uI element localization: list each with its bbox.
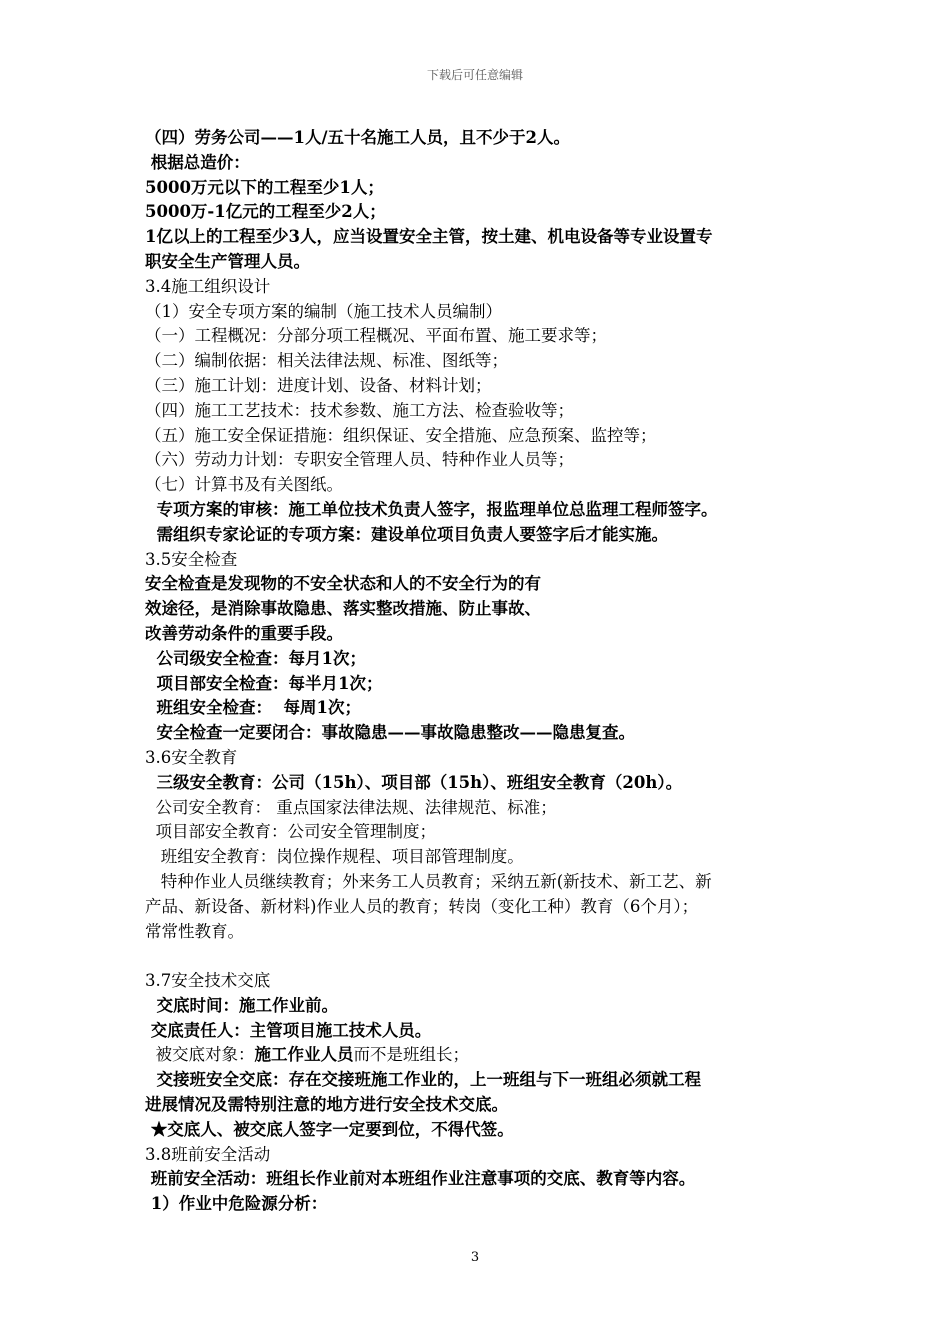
text-line: 交底时间：施工作业前。 [145,995,338,1015]
text-line: （三）施工计划：进度计划、设备、材料计划； [145,375,492,395]
text-line: （七）计算书及有关图纸。 [145,475,343,495]
text-line: 班组安全教育：岗位操作规程、项目部管理制度。 [145,847,524,867]
text-line: ★交底人、被交底人签字一定要到位，不得代签。 [145,1119,514,1139]
section-heading: 3.4施工组织设计 [145,276,271,296]
text-line: 职安全生产管理人员。 [145,251,310,271]
text-line: 产品、新设备、新材料)作业人员的教育；转岗（变化工种）教育（6个月）； [145,896,699,916]
text-line: 根据总造价： [145,152,250,172]
blank-line [145,944,815,969]
text-line: 项目部安全检查：每半月1次； [145,673,383,693]
page-header: 下载后可任意编辑 [426,68,523,82]
text-line [145,1043,815,1068]
text-line: 1）作业中危险源分析： [145,1194,328,1214]
text-line: 进展情况及需特别注意的地方进行安全技术交底。 [145,1095,508,1115]
text-line: （四）劳务公司——1人/五十名施工人员，且不少于2人。 [145,128,570,147]
section-heading: 3.7安全技术交底 [145,971,271,991]
text-line: （一）工程概况：分部分项工程概况、平面布置、施工要求等； [145,326,607,346]
text-line: 5000万-1亿元的工程至少2人； [145,202,386,222]
text-line: 公司级安全检查：每月1次； [145,648,366,668]
section-heading: 3.8班前安全活动 [145,1144,271,1164]
text-line: 安全检查是发现物的不安全状态和人的不安全行为的有 [145,574,541,594]
text-line: （四）施工工艺技术：技术参数、施工方法、检查验收等； [145,400,574,420]
text-line: 交底责任人：主管项目施工技术人员。 [145,1020,432,1040]
text-line: 常常性教育。 [145,921,244,941]
text-line: 需组织专家论证的专项方案：建设单位项目负责人要签字后才能实施。 [145,524,668,544]
document-body [145,126,815,1217]
text-line: 特种作业人员继续教育；外来务工人员教育；采纳五新(新技术、新工艺、新 [145,871,712,891]
section-heading: 3.5安全检查 [145,549,238,569]
text-line: 班组安全检查： 每周1次； [145,698,361,718]
text-segment: 被交底对象： [145,1045,255,1065]
text-line: 效途径，是消除事故隐患、落实整改措施、防止事故、 [145,599,541,619]
text-line: 5000万元以下的工程至少1人； [145,177,384,197]
text-line: 改善劳动条件的重要手段。 [145,623,343,643]
text-line: （1）安全专项方案的编制（施工技术人员编制） [145,301,502,321]
text-line: （二）编制依据：相关法律法规、标准、图纸等； [145,351,508,371]
text-line: 三级安全教育：公司（15h）、项目部（15h）、班组安全教育（20h）。 [145,772,683,792]
text-line: 公司安全教育： 重点国家法律法规、法律规范、标准； [145,797,557,817]
text-segment: 施工作业人员 [254,1045,354,1065]
text-line: 专项方案的审核：施工单位技术负责人签字，报监理单位总监理工程师签字。 [145,499,718,519]
text-line: 交接班安全交底：存在交接班施工作业的，上一班组与下一班组必须就工程 [145,1070,701,1090]
text-line: 班前安全活动：班组长作业前对本班组作业注意事项的交底、教育等内容。 [145,1169,696,1189]
text-line: 安全检查一定要闭合：事故隐患——事故隐患整改——隐患复查。 [145,723,635,743]
text-line: （五）施工安全保证措施：组织保证、安全措施、应急预案、监控等； [145,425,657,445]
text-line: 1亿以上的工程至少3人，应当设置安全主管，按土建、机电设备等专业设置专 [145,227,713,247]
page-number: 3 [470,1250,480,1265]
text-segment: 而不是班组长； [353,1045,469,1065]
text-line: 项目部安全教育：公司安全管理制度； [145,822,436,842]
text-line: （六）劳动力计划：专职安全管理人员、特种作业人员等； [145,450,574,470]
section-heading: 3.6安全教育 [145,747,238,767]
